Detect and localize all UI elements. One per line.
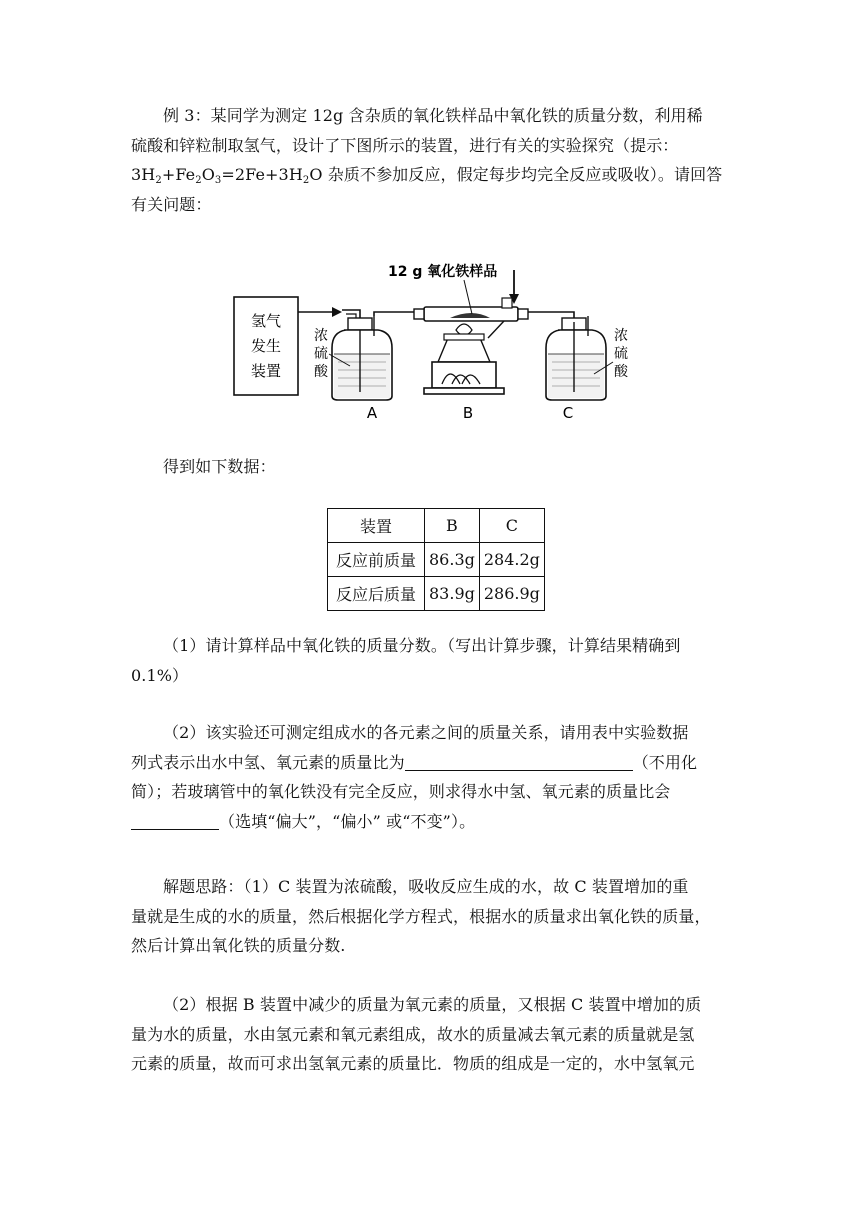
generator-label-1: 氢气 [250, 312, 282, 330]
acid-label-c-1: 浓 [614, 328, 628, 344]
table-cell: 86.3g [425, 543, 480, 577]
label-c: C [562, 404, 574, 422]
solution-part-1: 解题思路：（1）C 装置为浓硫酸，吸收反应生成的水，故 C 装置增加的重 量就是生成的水的质量，然后根据化学方程式，根据水的质量求出氧化铁的质量， 然后计算出氧化铁的质量分数. [131, 877, 711, 955]
chemical-equation: $3H_2+Fe_2O_3=2Fe+3H_2O$ [131, 165, 323, 186]
intro-line-3: $3H_2+Fe_2O_3=2Fe+3H_2O$ 杂质不参加反应，假定每步均完全反应或吸收）。请回答 [131, 165, 723, 186]
problem-intro [131, 101, 731, 219]
table-header-cell: B [425, 509, 480, 543]
answer-blank-change[interactable] [131, 811, 219, 830]
generator-label-2: 发生 [250, 337, 282, 355]
table-cell: 286.9g [479, 577, 544, 611]
generator-label-3: 装置 [250, 362, 282, 380]
label-b: B [462, 404, 474, 422]
data-intro: 得到如下数据： [163, 457, 276, 476]
table-row [328, 543, 545, 577]
bottle-a [332, 316, 392, 400]
table-header-cell: 装置 [328, 509, 425, 543]
bottle-c [546, 316, 606, 400]
label-a: A [366, 404, 378, 422]
data-table [327, 508, 545, 611]
intro-line-1: 例 3：某同学为测定 12g 含杂质的氧化铁样品中氧化铁的质量分数，利用稀 [163, 106, 703, 125]
question-2: （2）该实验还可测定组成水的各元素之间的质量关系，请用表中实验数据 列式表示出水中氢、氧元素的质量比为 （不用化 简）；若玻璃管中的氧化铁没有完全反应，则求得水中氢、氧元素的质量比会 （选填“偏大”，“偏小” 或“不变”）。 [131, 723, 698, 831]
acid-label-c-2: 硫 [614, 346, 628, 362]
table-header-cell: C [479, 509, 544, 543]
table-cell: 反应后质量 [328, 577, 425, 611]
solution-part-2: （2）根据 B 装置中减少的质量为氧元素的质量，又根据 C 装置中增加的质 量为水的质量，水由氢元素和氧元素组成，故水的质量减去氧元素的质量就是氢 元素的质量，故而可求出氢氧元素的质量比．物质的组成是一定的，水中氢氧元 [131, 995, 702, 1073]
apparatus-diagram [228, 258, 648, 428]
answer-blank-ratio[interactable] [405, 752, 633, 771]
flow-arrow [332, 307, 342, 317]
table-cell: 反应前质量 [328, 543, 425, 577]
question-1: （1）请计算样品中氧化铁的质量分数。（写出计算步骤，计算结果精确到 0.1%） [131, 636, 681, 685]
acid-label-a-1: 浓 [314, 328, 328, 344]
intro-line-2: 硫酸和锌粒制取氢气，设计了下图所示的装置，进行有关的实验探究（提示： [131, 135, 679, 155]
table-cell: 83.9g [425, 577, 480, 611]
acid-label-a-3: 酸 [314, 364, 328, 380]
table-row [328, 577, 545, 611]
table-cell: 284.2g [479, 543, 544, 577]
sample-label: 12 g 氧化铁样品 [388, 264, 498, 280]
acid-label-a-2: 硫 [314, 346, 328, 362]
acid-label-c-3: 酸 [614, 364, 628, 380]
intro-line-4: 有关问题： [131, 194, 212, 214]
table-header-row [328, 509, 545, 543]
